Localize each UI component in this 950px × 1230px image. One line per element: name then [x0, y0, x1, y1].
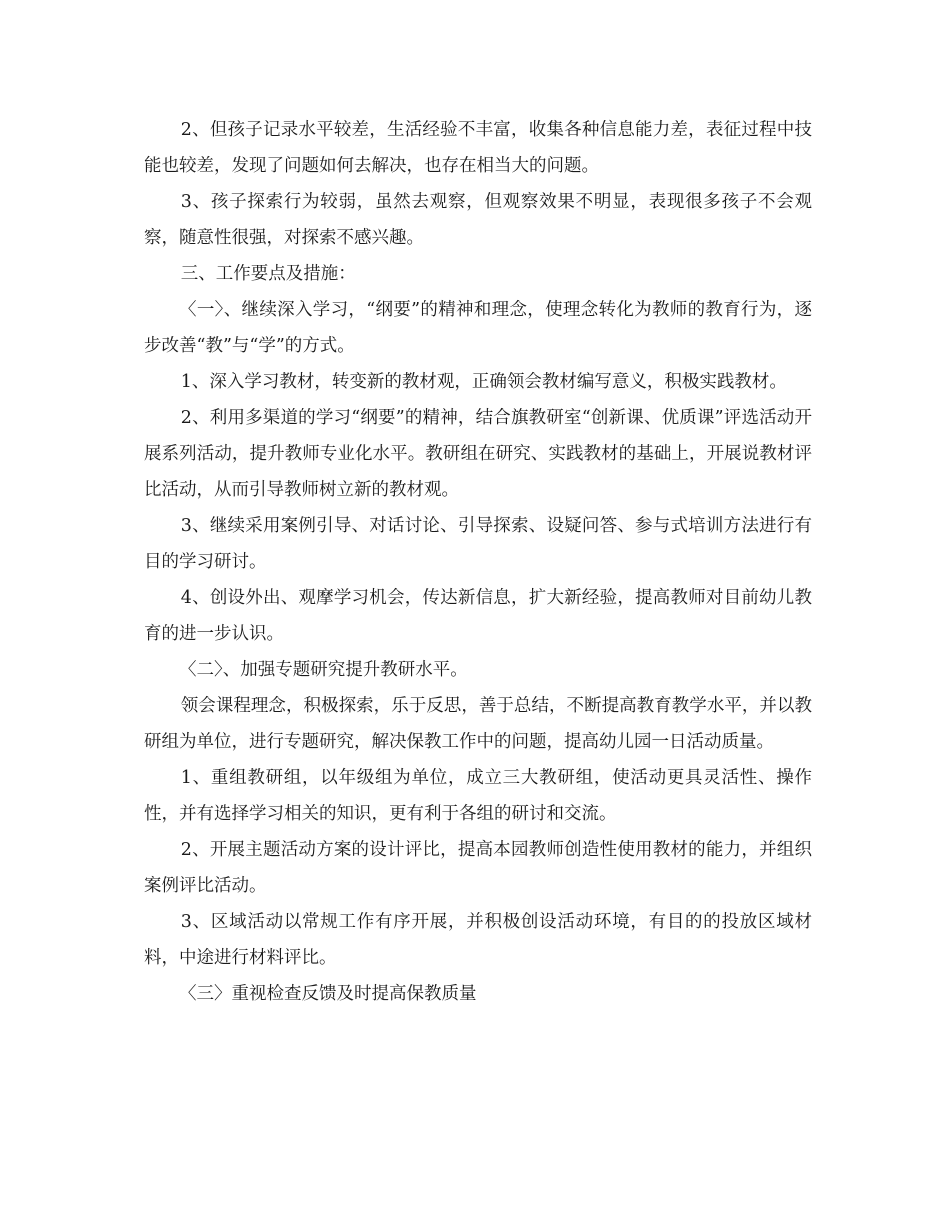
paragraph-item-4: 4、创设外出、观摩学习机会，传达新信息，扩大新经验，提高教师对目前幼儿教育的进一步认识。 [144, 588, 812, 644]
section-heading-3: 三、工作要点及措施： [180, 264, 356, 284]
paragraph-item-2: 2、利用多渠道的学习“纲要”的精神，结合旗教研室“创新课、优质课”评选活动开展系列活动，提升教师专业化水平。教研组在研究、实践教材的基础上，开展说教材评比活动，从而引导教师树立新的教材观。 [144, 408, 812, 500]
paragraph-1: 2、但孩子记录水平较差，生活经验不丰富，收集各种信息能力差，表征过程中技能也较差，发现了问题如何去解决，也存在相当大的问题。 [144, 120, 812, 176]
document-page [144, 112, 812, 1012]
paragraph-item-1: 1、深入学习教材，转变新的教材观，正确领会教材编写意义，积极实践教材。 [180, 372, 787, 392]
paragraph-2: 3、孩子探索行为较弱，虽然去观察，但观察效果不明显，表现很多孩子不会观察，随意性很强，对探索不感兴趣。 [144, 192, 812, 248]
paragraph-item-2-2: 2、开展主题活动方案的设计评比，提高本园教师创造性使用教材的能力，并组织案例评比活动。 [144, 840, 812, 896]
paragraph-item-2-3: 3、区域活动以常规工作有序开展，并积极创设活动环境，有目的的投放区域材料，中途进行材料评比。 [144, 912, 812, 968]
paragraph-item-3: 3、继续采用案例引导、对话讨论、引导探索、设疑问答、参与式培训方法进行有目的学习研讨。 [144, 516, 812, 572]
subsection-heading-1: 〈一〉、继续深入学习，“纲要”的精神和理念，使理念转化为教师的教育行为，逐步改善“教”与“学”的方式。 [144, 300, 812, 356]
subsection-heading-2: 〈二〉、加强专题研究提升教研水平。 [179, 660, 468, 680]
paragraph-intro-2: 领会课程理念，积极探索，乐于反思，善于总结，不断提高教育教学水平，并以教研组为单位，进行专题研究，解决保教工作中的问题，提高幼儿园一日活动质量。 [144, 696, 812, 752]
paragraph-item-2-1: 1、重组教研组，以年级组为单位，成立三大教研组，使活动更具灵活性、操作性，并有选择学习相关的知识，更有利于各组的研讨和交流。 [144, 768, 812, 824]
subsection-heading-3: 〈三〉重视检查反馈及时提高保教质量 [179, 984, 477, 1004]
